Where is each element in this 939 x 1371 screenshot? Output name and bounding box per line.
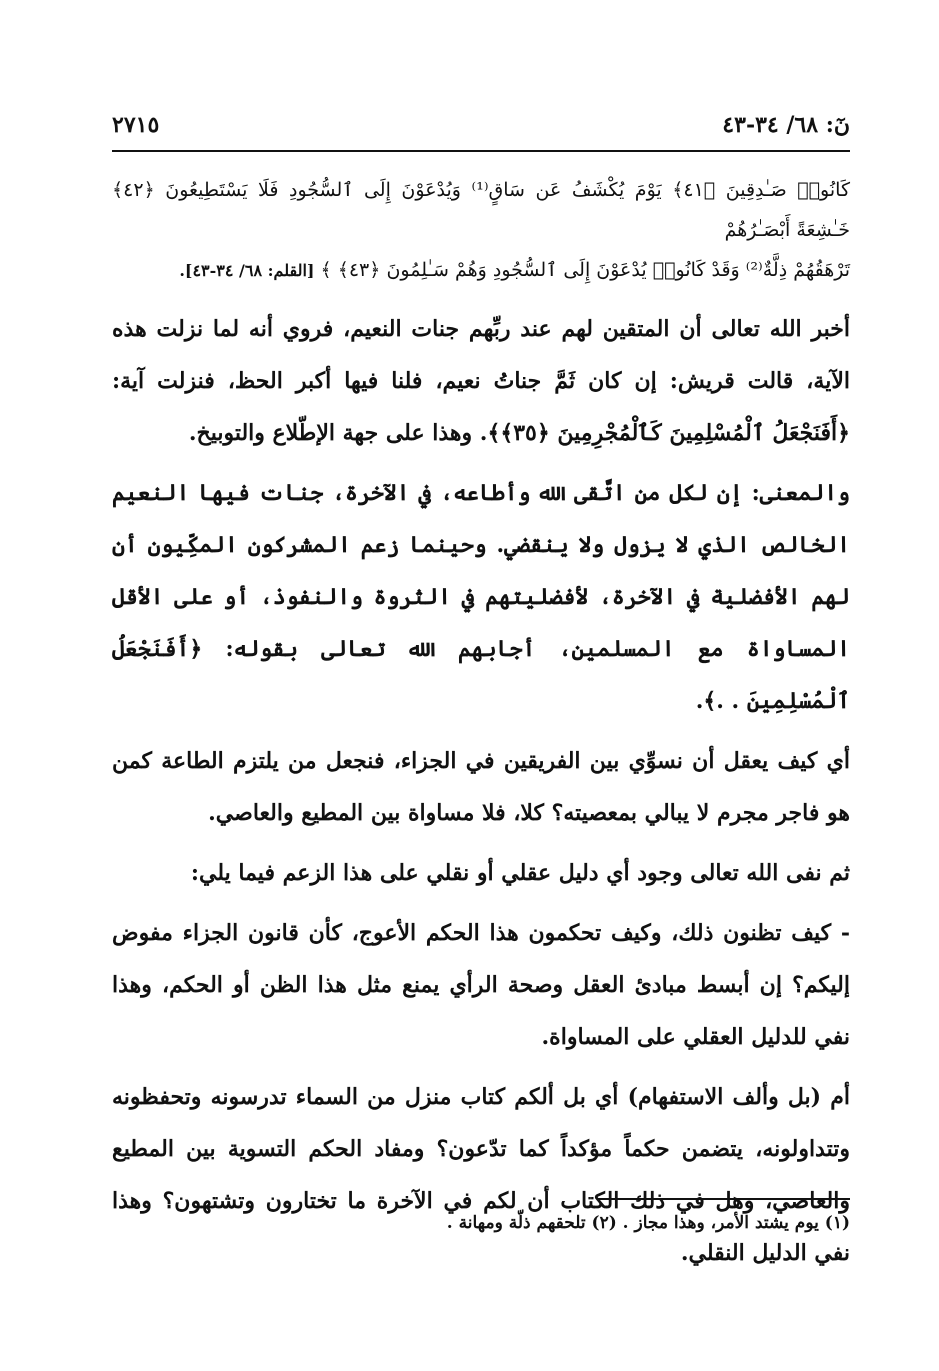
paragraph-4: ثم نفى الله تعالى وجود أي دليل عقلي أو نقلي على هذا الزعم فيما يلي:	[190, 860, 850, 886]
header-rule	[112, 150, 850, 152]
verse-line-1: كَانُوا۟ صَـٰدِقِينَ ﴿٤١﴾ يَوْمَ يُكْشَفُ عَن سَاقٍ⁽¹⁾ وَيُدْعَوْنَ إِلَى ٱلسُّجُودِ فَلَا يَسْتَطِيعُونَ ﴿٤٢﴾ خَـٰشِعَةً أَبْصَـٰرُهُمْ	[112, 179, 851, 241]
footnote-rule	[597, 1198, 850, 1200]
verse-reference: [القلم: ٦٨/ ٣٤-٤٣].	[179, 261, 315, 280]
running-head: نٓ: ٦٨/ ٣٤-٤٣	[722, 112, 850, 138]
page-header	[112, 112, 850, 146]
quran-verse-block	[112, 170, 850, 291]
paragraph-6: أم (بل وألف الاستفهام) أي بل ألكم كتاب منزل من السماء تدرسونه وتحفظونه وتتداولونه، يتضمن حكماً مؤكداً كما تدّعون؟ ومفاد الحكم التسوية بين المطيع والعاصي، وهل في ذلك الكتاب أن لكم في الآخرة ما تختارون وتشتهون؟ وهذا نفي الدليل النقلي.	[112, 1084, 850, 1266]
verse-line-2	[112, 250, 850, 291]
page-number: ٢٧١٥	[112, 112, 160, 138]
main-text	[112, 166, 850, 1287]
paragraph-1: أخبر الله تعالى أن المتقين لهم عند ربِّهم جنات النعيم، فروي أنه لما نزلت هذه الآية، قالت قريش: إن كان ثَمَّ جناتُ نعيم، فلنا فيها أكبر الحظ، فنزلت آية: ﴿أَفَنَجْعَلُ ٱلْمُسْلِمِينَ كَٱلْمُجْرِمِينَ ﴿٣٥﴾﴾. وهذا على جهة الإطّلاع والتوبيخ.	[112, 316, 850, 446]
paragraph-5: - كيف تظنون ذلك، وكيف تحكمون هذا الحكم الأعوج، كأن قانون الجزاء مفوض إليكم؟ إن أبسط مبادئ العقل وصحة الرأي يمنع مثل هذا الظن أو الحكم، وهذا نفي للدليل العقلي على المساواة.	[112, 920, 850, 1050]
footnote: (١) يوم يشتد الأمر، وهذا مجاز . (٢) تلحقهم ذلّة ومهانة .	[446, 1213, 850, 1233]
verse-line-2-text: تَرْهَقُهُمْ ذِلَّةٌ⁽²⁾ وَقَدْ كَانُوا۟ يُدْعَوْنَ إِلَى ٱلسُّجُودِ وَهُمْ سَـٰلِمُونَ ﴿٤٣﴾ ﴾	[320, 259, 850, 281]
paragraph-3: أي كيف يعقل أن نسوِّي بين الفريقين في الجزاء، فنجعل من يلتزم الطاعة كمن هو فاجر مجرم لا يبالي بمعصيته؟ كلا، فلا مساواة بين المطيع والعاصي.	[112, 748, 850, 826]
paragraph-2: والمعنى: إن لكل من اتَّقى الله وأطاعه، في الآخرة، جنات فيها النعيم الخالص الذي لا يزول ولا ينقضي. وحينما زعم المشركون المكِّيون أن لهم الأفضلية في الآخرة، لأفضليتهم في الثروة والنفوذ، أو على الأقل المساواة مع المسلمين، أجابهم الله تعالى بقوله: ﴿أَفَنَجْعَلُ ٱلْمُسْلِمِينَ . .﴾.	[112, 480, 850, 714]
